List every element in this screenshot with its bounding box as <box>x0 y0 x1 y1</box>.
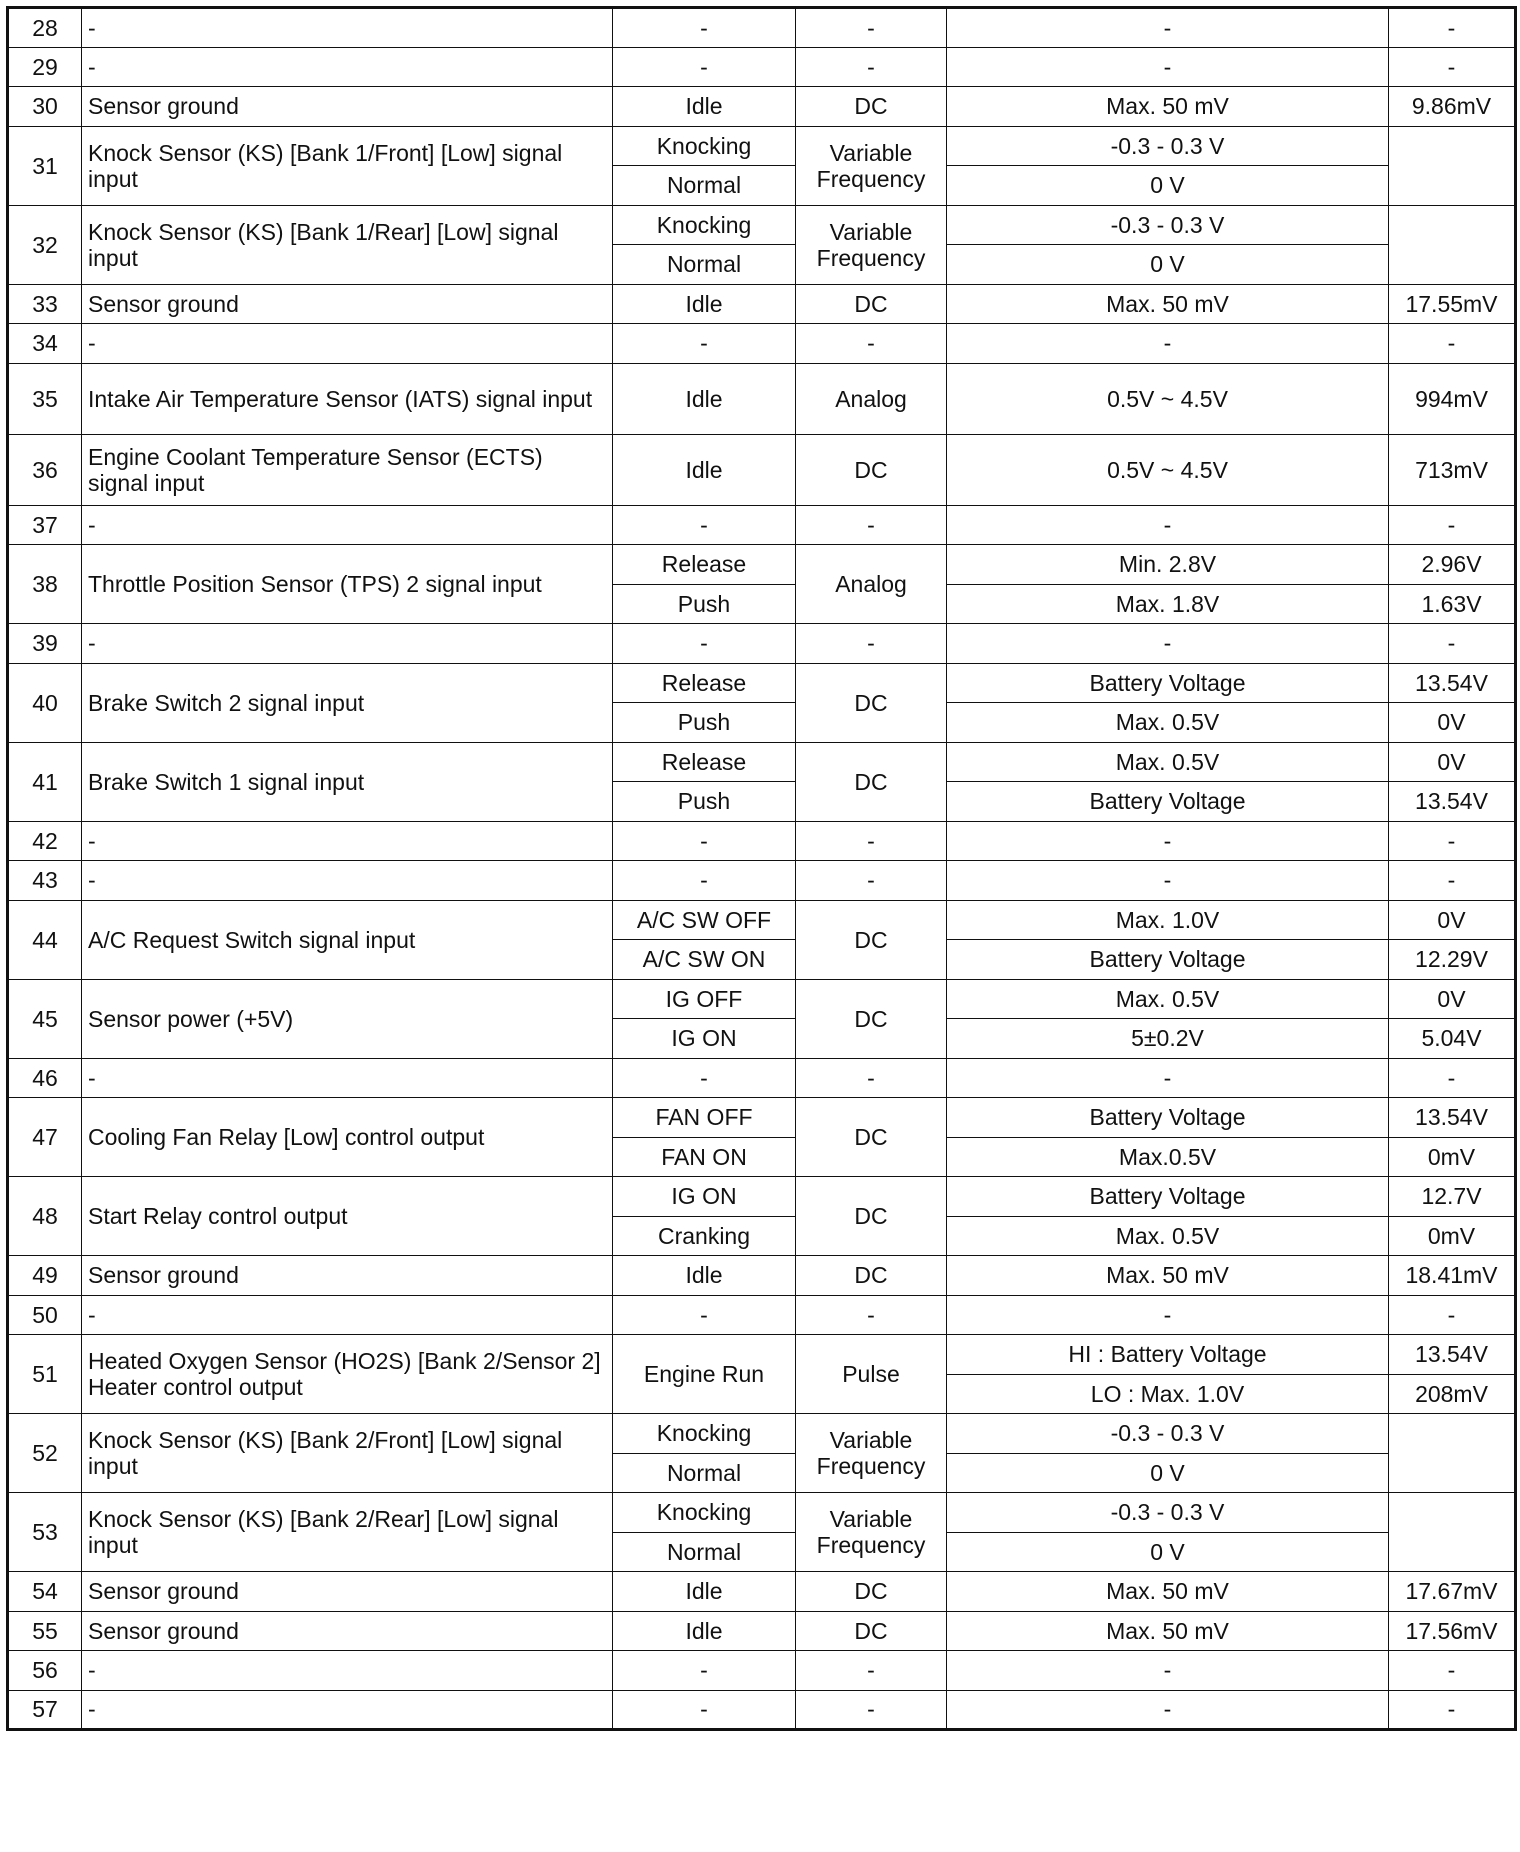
pin-signal-type: DC <box>796 87 947 127</box>
table-row <box>8 1493 1516 1533</box>
pin-signal-type: - <box>796 505 947 545</box>
table-row <box>8 979 1516 1019</box>
pin-condition: Normal <box>613 1532 796 1572</box>
pin-signal-type: DC <box>796 434 947 505</box>
pin-signal-type: - <box>796 821 947 861</box>
pin-measured: 0mV <box>1389 1216 1516 1256</box>
pin-condition: Push <box>613 703 796 743</box>
pin-spec: Max. 1.0V <box>947 900 1389 940</box>
pin-spec: Max. 50 mV <box>947 1572 1389 1612</box>
pin-spec: Min. 2.8V <box>947 545 1389 585</box>
pin-spec: Battery Voltage <box>947 663 1389 703</box>
pin-measured <box>1389 126 1516 205</box>
pin-number: 42 <box>8 821 82 861</box>
pin-description: Knock Sensor (KS) [Bank 2/Rear] [Low] signal input <box>82 1493 613 1572</box>
pin-measured <box>1389 1493 1516 1572</box>
pin-condition: Idle <box>613 1572 796 1612</box>
pin-signal-type: DC <box>796 663 947 742</box>
pin-spec: Max. 0.5V <box>947 1216 1389 1256</box>
pin-number: 56 <box>8 1651 82 1691</box>
pin-description: - <box>82 861 613 901</box>
pin-spec: - <box>947 821 1389 861</box>
pin-number: 29 <box>8 47 82 87</box>
table-row <box>8 545 1516 585</box>
pin-number: 45 <box>8 979 82 1058</box>
pin-number: 37 <box>8 505 82 545</box>
pin-condition: FAN OFF <box>613 1098 796 1138</box>
pin-number: 28 <box>8 8 82 48</box>
pin-condition: Push <box>613 584 796 624</box>
pin-spec: Battery Voltage <box>947 1098 1389 1138</box>
pin-description: - <box>82 8 613 48</box>
table-row <box>8 505 1516 545</box>
pin-description: - <box>82 821 613 861</box>
pin-condition: Idle <box>613 1611 796 1651</box>
pin-measured: - <box>1389 861 1516 901</box>
pin-number: 38 <box>8 545 82 624</box>
table-row <box>8 1256 1516 1296</box>
pin-spec: Max. 50 mV <box>947 87 1389 127</box>
pin-number: 46 <box>8 1058 82 1098</box>
pin-spec: 0 V <box>947 166 1389 206</box>
pin-measured: - <box>1389 505 1516 545</box>
pin-description: Intake Air Temperature Sensor (IATS) signal input <box>82 363 613 434</box>
pin-signal-type: Variable Frequency <box>796 126 947 205</box>
pin-spec: Max. 50 mV <box>947 1611 1389 1651</box>
pin-number: 30 <box>8 87 82 127</box>
pin-measured: 12.29V <box>1389 940 1516 980</box>
pin-measured: 2.96V <box>1389 545 1516 585</box>
pin-measured: 17.56mV <box>1389 1611 1516 1651</box>
pin-description: A/C Request Switch signal input <box>82 900 613 979</box>
pin-number: 40 <box>8 663 82 742</box>
pin-measured: 17.67mV <box>1389 1572 1516 1612</box>
pin-condition: A/C SW OFF <box>613 900 796 940</box>
pin-condition: Idle <box>613 1256 796 1296</box>
pin-condition: - <box>613 1651 796 1691</box>
pin-measured: 0V <box>1389 900 1516 940</box>
pin-number: 55 <box>8 1611 82 1651</box>
pin-signal-type: - <box>796 47 947 87</box>
pin-signal-type: DC <box>796 1611 947 1651</box>
pin-description: - <box>82 624 613 664</box>
pin-spec: - <box>947 861 1389 901</box>
pin-spec: Max. 1.8V <box>947 584 1389 624</box>
pin-condition: Normal <box>613 245 796 285</box>
pin-measured: 13.54V <box>1389 663 1516 703</box>
pin-signal-type: Variable Frequency <box>796 205 947 284</box>
pin-signal-type: - <box>796 1651 947 1691</box>
table-row <box>8 434 1516 505</box>
pin-signal-type: Analog <box>796 363 947 434</box>
pin-spec: LO : Max. 1.0V <box>947 1374 1389 1414</box>
pin-condition: - <box>613 1058 796 1098</box>
table-row <box>8 8 1516 48</box>
pin-spec: Battery Voltage <box>947 782 1389 822</box>
pin-number: 41 <box>8 742 82 821</box>
pin-spec: -0.3 - 0.3 V <box>947 1414 1389 1454</box>
pin-number: 52 <box>8 1414 82 1493</box>
pin-number: 35 <box>8 363 82 434</box>
pin-condition: - <box>613 324 796 364</box>
pin-signal-type: DC <box>796 1177 947 1256</box>
pin-description: - <box>82 1651 613 1691</box>
pin-spec: Battery Voltage <box>947 1177 1389 1217</box>
pin-signal-type: Variable Frequency <box>796 1493 947 1572</box>
pin-description: Sensor ground <box>82 1256 613 1296</box>
pin-number: 54 <box>8 1572 82 1612</box>
pin-condition: Release <box>613 742 796 782</box>
pin-measured: 12.7V <box>1389 1177 1516 1217</box>
pin-description: Knock Sensor (KS) [Bank 1/Rear] [Low] signal input <box>82 205 613 284</box>
pin-spec: - <box>947 8 1389 48</box>
table-row <box>8 861 1516 901</box>
table-row <box>8 1651 1516 1691</box>
table-row <box>8 624 1516 664</box>
pin-measured: - <box>1389 821 1516 861</box>
pin-description: Heated Oxygen Sensor (HO2S) [Bank 2/Sensor 2] Heater control output <box>82 1335 613 1414</box>
pin-spec: - <box>947 1690 1389 1730</box>
table-row <box>8 363 1516 434</box>
pin-spec: -0.3 - 0.3 V <box>947 1493 1389 1533</box>
table-row <box>8 1611 1516 1651</box>
table-row <box>8 1098 1516 1138</box>
pin-description: - <box>82 1690 613 1730</box>
table-row <box>8 1295 1516 1335</box>
table-row <box>8 1335 1516 1375</box>
table-row <box>8 821 1516 861</box>
pin-signal-type: - <box>796 1295 947 1335</box>
pin-condition: Knocking <box>613 126 796 166</box>
pin-measured: - <box>1389 1295 1516 1335</box>
pin-measured: - <box>1389 47 1516 87</box>
pin-condition: - <box>613 47 796 87</box>
pin-measured: 208mV <box>1389 1374 1516 1414</box>
pin-condition: Idle <box>613 363 796 434</box>
pin-signal-type: DC <box>796 1256 947 1296</box>
pin-measured: 0mV <box>1389 1137 1516 1177</box>
table-row <box>8 742 1516 782</box>
pin-spec: 0.5V ~ 4.5V <box>947 434 1389 505</box>
pin-number: 43 <box>8 861 82 901</box>
pin-spec: -0.3 - 0.3 V <box>947 205 1389 245</box>
pin-signal-type: Pulse <box>796 1335 947 1414</box>
pin-spec: 0.5V ~ 4.5V <box>947 363 1389 434</box>
pin-description: Sensor ground <box>82 284 613 324</box>
pin-measured: - <box>1389 624 1516 664</box>
pin-condition: Cranking <box>613 1216 796 1256</box>
pin-condition: IG ON <box>613 1019 796 1059</box>
pin-number: 34 <box>8 324 82 364</box>
pin-measured: 9.86mV <box>1389 87 1516 127</box>
pin-spec: 0 V <box>947 245 1389 285</box>
pin-condition: - <box>613 624 796 664</box>
pin-description: - <box>82 505 613 545</box>
table-row <box>8 47 1516 87</box>
pin-condition: Idle <box>613 434 796 505</box>
pin-spec: Max. 50 mV <box>947 284 1389 324</box>
pin-signal-type: DC <box>796 284 947 324</box>
table-row <box>8 1058 1516 1098</box>
pin-number: 39 <box>8 624 82 664</box>
pin-spec: HI : Battery Voltage <box>947 1335 1389 1375</box>
pin-measured: - <box>1389 324 1516 364</box>
pin-measured: - <box>1389 1651 1516 1691</box>
pin-number: 36 <box>8 434 82 505</box>
pin-number: 48 <box>8 1177 82 1256</box>
pin-condition: Release <box>613 545 796 585</box>
pin-measured: 713mV <box>1389 434 1516 505</box>
pin-description: - <box>82 1058 613 1098</box>
pin-number: 57 <box>8 1690 82 1730</box>
pin-condition: IG ON <box>613 1177 796 1217</box>
pin-description: - <box>82 47 613 87</box>
pin-measured: - <box>1389 1058 1516 1098</box>
pin-condition: Push <box>613 782 796 822</box>
pin-spec: Max. 0.5V <box>947 979 1389 1019</box>
pin-condition: - <box>613 505 796 545</box>
pin-measured: 0V <box>1389 979 1516 1019</box>
pin-signal-type: - <box>796 624 947 664</box>
pin-description: Start Relay control output <box>82 1177 613 1256</box>
pin-measured: 5.04V <box>1389 1019 1516 1059</box>
pin-condition: Normal <box>613 166 796 206</box>
pin-measured: 994mV <box>1389 363 1516 434</box>
pin-description: Engine Coolant Temperature Sensor (ECTS) signal input <box>82 434 613 505</box>
pin-spec: Battery Voltage <box>947 940 1389 980</box>
pin-spec: - <box>947 505 1389 545</box>
pin-spec: 0 V <box>947 1532 1389 1572</box>
pin-condition: Knocking <box>613 1493 796 1533</box>
pin-spec: - <box>947 1651 1389 1691</box>
pin-measured: - <box>1389 8 1516 48</box>
table-row <box>8 126 1516 166</box>
pin-condition: - <box>613 861 796 901</box>
pin-number: 33 <box>8 284 82 324</box>
pin-signal-type: DC <box>796 742 947 821</box>
pin-measured <box>1389 205 1516 284</box>
pin-spec: - <box>947 624 1389 664</box>
pin-condition: Knocking <box>613 1414 796 1454</box>
pin-condition: Release <box>613 663 796 703</box>
pin-signal-type: Variable Frequency <box>796 1414 947 1493</box>
table-row <box>8 1414 1516 1454</box>
pin-description: Sensor power (+5V) <box>82 979 613 1058</box>
pin-number: 31 <box>8 126 82 205</box>
pin-spec: Max. 50 mV <box>947 1256 1389 1296</box>
pin-condition: FAN ON <box>613 1137 796 1177</box>
pin-condition: Normal <box>613 1453 796 1493</box>
pin-spec: -0.3 - 0.3 V <box>947 126 1389 166</box>
pin-spec: 5±0.2V <box>947 1019 1389 1059</box>
pin-measured: 1.63V <box>1389 584 1516 624</box>
table-row <box>8 87 1516 127</box>
pin-measured <box>1389 1414 1516 1493</box>
pin-spec: - <box>947 1058 1389 1098</box>
pin-signal-type: - <box>796 861 947 901</box>
pin-signal-type: DC <box>796 1572 947 1612</box>
pin-signal-type: Analog <box>796 545 947 624</box>
pin-number: 44 <box>8 900 82 979</box>
table-row <box>8 900 1516 940</box>
pin-signal-type: DC <box>796 979 947 1058</box>
pin-description: Sensor ground <box>82 87 613 127</box>
pin-measured: 0V <box>1389 703 1516 743</box>
pin-signal-type: DC <box>796 900 947 979</box>
pin-condition: - <box>613 1295 796 1335</box>
table-row <box>8 1690 1516 1730</box>
pin-description: - <box>82 1295 613 1335</box>
table-row <box>8 1572 1516 1612</box>
pin-condition: - <box>613 8 796 48</box>
pin-condition: IG OFF <box>613 979 796 1019</box>
pin-measured: 13.54V <box>1389 1098 1516 1138</box>
table-row <box>8 284 1516 324</box>
pin-table <box>6 6 1517 1731</box>
pin-spec: Max. 0.5V <box>947 703 1389 743</box>
table-row <box>8 1177 1516 1217</box>
pin-spec: 0 V <box>947 1453 1389 1493</box>
table-row <box>8 205 1516 245</box>
pin-number: 50 <box>8 1295 82 1335</box>
pin-signal-type: - <box>796 1058 947 1098</box>
pin-measured: 13.54V <box>1389 1335 1516 1375</box>
pin-description: Brake Switch 1 signal input <box>82 742 613 821</box>
table-row <box>8 663 1516 703</box>
pin-condition: Knocking <box>613 205 796 245</box>
pin-condition: Idle <box>613 284 796 324</box>
pin-description: Sensor ground <box>82 1572 613 1612</box>
pin-spec: Max. 0.5V <box>947 742 1389 782</box>
pin-spec: Max.0.5V <box>947 1137 1389 1177</box>
pin-spec: - <box>947 47 1389 87</box>
pin-description: Knock Sensor (KS) [Bank 1/Front] [Low] signal input <box>82 126 613 205</box>
pin-condition: Engine Run <box>613 1335 796 1414</box>
pin-number: 47 <box>8 1098 82 1177</box>
pin-condition: - <box>613 821 796 861</box>
pin-signal-type: - <box>796 8 947 48</box>
pin-number: 32 <box>8 205 82 284</box>
pin-description: - <box>82 324 613 364</box>
table-row <box>8 324 1516 364</box>
pin-spec: - <box>947 1295 1389 1335</box>
pin-spec: - <box>947 324 1389 364</box>
pin-condition: A/C SW ON <box>613 940 796 980</box>
pin-signal-type: DC <box>796 1098 947 1177</box>
pin-condition: - <box>613 1690 796 1730</box>
pin-number: 51 <box>8 1335 82 1414</box>
pin-number: 53 <box>8 1493 82 1572</box>
pin-signal-type: - <box>796 324 947 364</box>
pin-measured: - <box>1389 1690 1516 1730</box>
pin-signal-type: - <box>796 1690 947 1730</box>
pin-measured: 18.41mV <box>1389 1256 1516 1296</box>
pin-number: 49 <box>8 1256 82 1296</box>
pin-condition: Idle <box>613 87 796 127</box>
pin-measured: 13.54V <box>1389 782 1516 822</box>
pin-description: Brake Switch 2 signal input <box>82 663 613 742</box>
pin-description: Sensor ground <box>82 1611 613 1651</box>
pin-measured: 0V <box>1389 742 1516 782</box>
pin-description: Throttle Position Sensor (TPS) 2 signal input <box>82 545 613 624</box>
pin-description: Cooling Fan Relay [Low] control output <box>82 1098 613 1177</box>
pin-description: Knock Sensor (KS) [Bank 2/Front] [Low] signal input <box>82 1414 613 1493</box>
pin-table-body <box>8 8 1516 1730</box>
pin-measured: 17.55mV <box>1389 284 1516 324</box>
